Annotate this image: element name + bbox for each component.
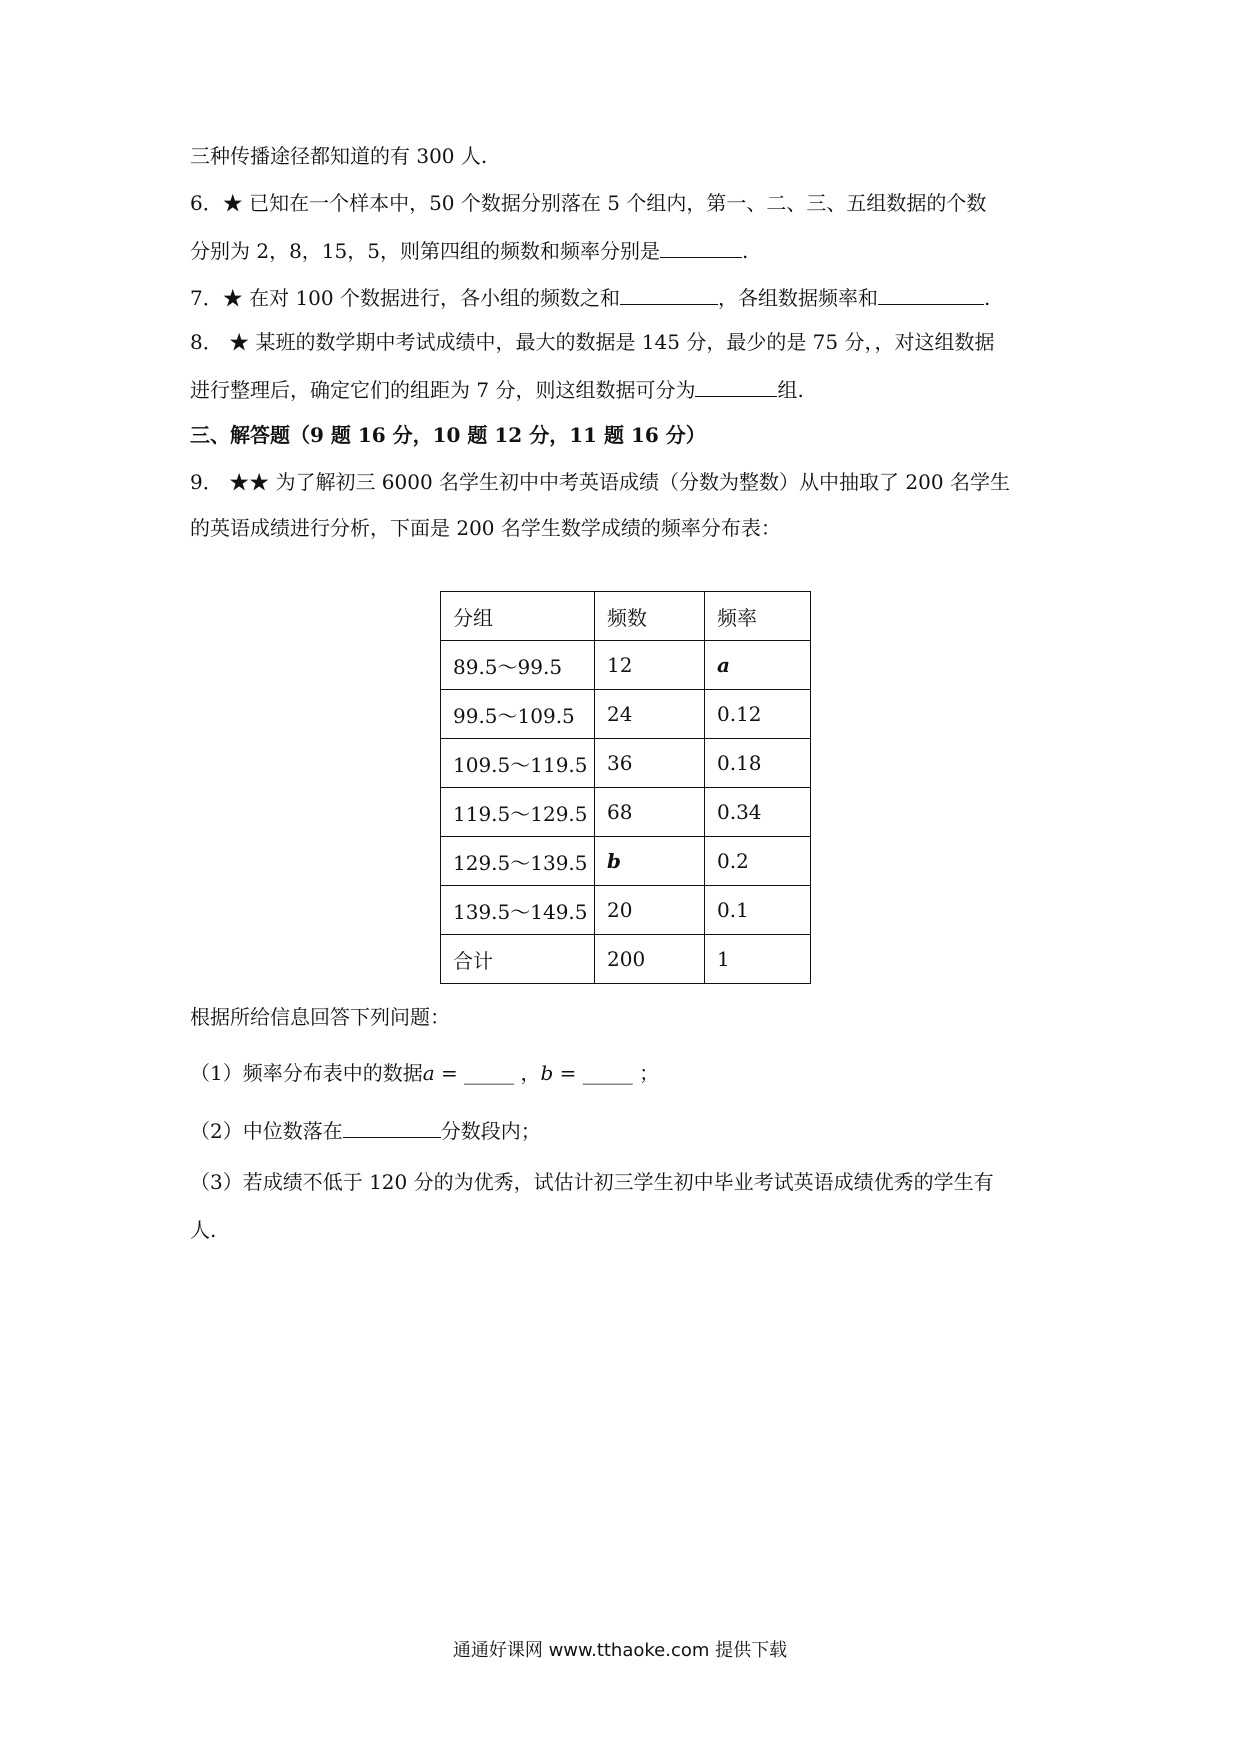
table-cell: b xyxy=(595,837,705,886)
answer-blank xyxy=(343,1115,441,1138)
sub-question-2-text: （2）中位数落在 xyxy=(190,1119,343,1143)
question-8-line-2 xyxy=(190,374,1060,404)
table-row xyxy=(441,739,811,788)
instructions-text: 根据所给信息回答下列问题： xyxy=(190,1005,450,1029)
table-header-cell: 频率 xyxy=(705,592,811,641)
sub-question-1 xyxy=(190,1059,1060,1087)
sub-question-1-eq: = _____ ， xyxy=(434,1061,541,1085)
answer-blank xyxy=(620,282,718,305)
question-8-text-2: 组. xyxy=(777,378,804,402)
table-cell: 99.5～109.5 xyxy=(441,690,595,739)
frequency-table xyxy=(440,591,811,984)
table-header-row xyxy=(441,592,811,641)
table-cell: 0.2 xyxy=(705,837,811,886)
table-row xyxy=(441,788,811,837)
period: . xyxy=(983,286,991,310)
sub-question-2 xyxy=(190,1115,1060,1145)
period: . xyxy=(741,239,749,263)
table-row xyxy=(441,935,811,984)
question-6-line-2 xyxy=(190,235,1060,265)
table-cell: 200 xyxy=(595,935,705,984)
page-footer: 通通好课网 www.tthaoke.com 提供下载 xyxy=(452,1640,788,1661)
table-row xyxy=(441,886,811,935)
table-row xyxy=(441,641,811,690)
table-cell: 0.12 xyxy=(705,690,811,739)
table-cell: 0.18 xyxy=(705,739,811,788)
table-cell: 89.5～99.5 xyxy=(441,641,595,690)
variable-a: a xyxy=(422,1061,435,1085)
table-row xyxy=(441,690,811,739)
question-7-text-2: ，各组数据频率和 xyxy=(717,286,878,310)
answer-blank xyxy=(878,282,984,305)
question-7-line xyxy=(190,282,1060,312)
text-line-transmission: 三种传播途径都知道的有 300 人. xyxy=(190,144,488,168)
variable-b: b xyxy=(540,1061,554,1085)
sub-question-1-text: （1）频率分布表中的数据 xyxy=(190,1061,423,1085)
table-cell: 1 xyxy=(705,935,811,984)
table-header-cell: 分组 xyxy=(441,592,595,641)
question-6-line-1: 6．★ 已知在一个样本中，50 个数据分别落在 5 个组内，第一、二、三、五组数据的个数 xyxy=(190,191,987,215)
table-cell: 0.1 xyxy=(705,886,811,935)
table-cell: 36 xyxy=(595,739,705,788)
table-header-cell: 频数 xyxy=(595,592,705,641)
question-8-text: 进行整理后，确定它们的组距为 7 分，则这组数据可分为 xyxy=(190,378,696,402)
question-9-line-1: 9． ★★ 为了解初三 6000 名学生初中中考英语成绩（分数为整数）从中抽取了 200 名学生 xyxy=(190,470,1010,494)
table-cell: 合计 xyxy=(441,935,595,984)
table-row xyxy=(441,837,811,886)
table-cell: 24 xyxy=(595,690,705,739)
table-cell: 139.5～149.5 xyxy=(441,886,595,935)
sub-question-3-line-2: 人. xyxy=(190,1218,217,1242)
table-cell: 129.5～139.5 xyxy=(441,837,595,886)
table-cell: 109.5～119.5 xyxy=(441,739,595,788)
sub-question-2-text-2: 分数段内； xyxy=(440,1119,541,1143)
answer-blank xyxy=(695,374,777,397)
question-7-text: 7．★ 在对 100 个数据进行，各小组的频数之和 xyxy=(190,286,620,310)
question-6-text: 分别为 2，8，15，5，则第四组的频数和频率分别是 xyxy=(190,239,660,263)
table-cell: 119.5～129.5 xyxy=(441,788,595,837)
sub-question-1-eq-2: = _____ ； xyxy=(553,1061,660,1085)
answer-blank xyxy=(660,235,742,258)
sub-question-3-line-1: （3）若成绩不低于 120 分的为优秀，试估计初三学生初中毕业考试英语成绩优秀的学生有 xyxy=(190,1170,994,1194)
table-cell: 12 xyxy=(595,641,705,690)
table-cell: 0.34 xyxy=(705,788,811,837)
question-8-line-1: 8． ★ 某班的数学期中考试成绩中，最大的数据是 145 分，最少的是 75 分，，对这组数据 xyxy=(190,330,995,354)
section-3-heading: 三、解答题（9 题 16 分，10 题 12 分，11 题 16 分） xyxy=(190,423,706,447)
table-cell: 68 xyxy=(595,788,705,837)
table-cell: a xyxy=(705,641,811,690)
question-9-line-2: 的英语成绩进行分析，下面是 200 名学生数学成绩的频率分布表： xyxy=(190,516,781,540)
table-cell: 20 xyxy=(595,886,705,935)
